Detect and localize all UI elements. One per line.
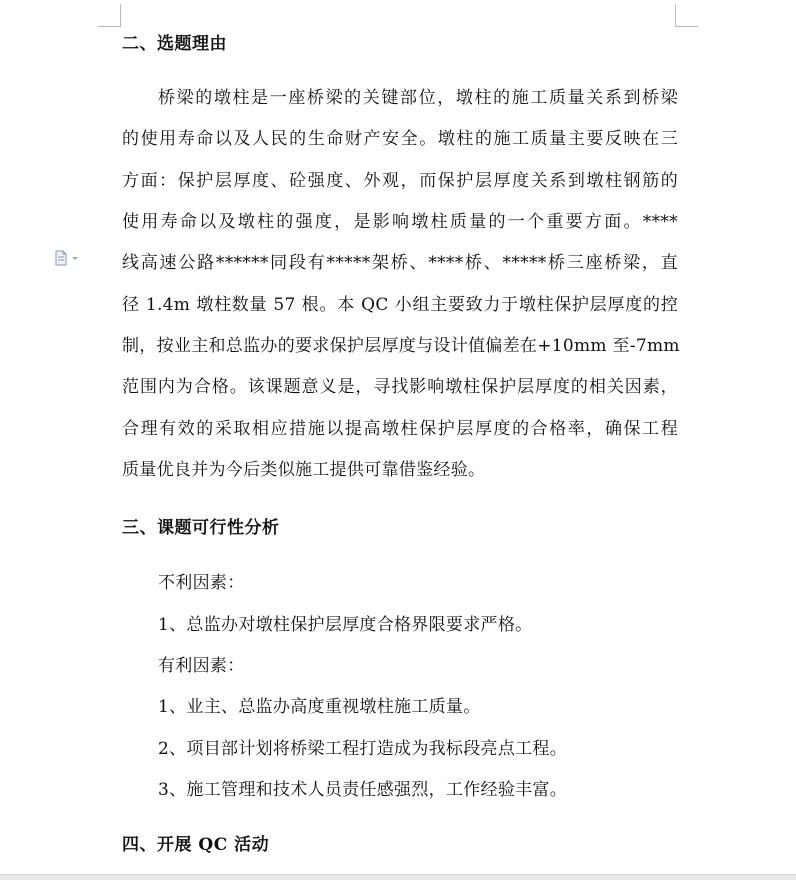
paragraph-line: 使用寿命以及墩柱的强度，是影响墩柱质量的一个重要方面。**** [122, 212, 678, 232]
section-3-heading: 三、课题可行性分析 [122, 518, 280, 538]
section-2-heading: 二、选题理由 [122, 34, 227, 54]
page-corner-top-left [98, 4, 121, 27]
paragraph-line: 桥梁的墩柱是一座桥梁的关键部位，墩柱的施工质量关系到桥梁 [158, 88, 678, 108]
paragraph-line: 合理有效的采取相应措施以提高墩柱保护层厚度的合格率，确保工程 [122, 419, 678, 439]
paragraph-line: 制，按业主和总监办的要求保护层厚度与设计值偏差在+10mm 至-7mm [122, 336, 680, 356]
paragraph-line: 径 1.4m 墩柱数量 57 根。本 QC 小组主要致力于墩柱保护层厚度的控 [122, 295, 678, 315]
paragraph-line: 质量优良并为今后类似施工提供可靠借鉴经验。 [122, 460, 486, 480]
paragraph-line: 方面：保护层厚度、砼强度、外观，而保护层厚度关系到墩柱钢筋的 [122, 171, 678, 191]
section-4-heading: 四、开展 QC 活动 [122, 835, 270, 855]
document-note-icon[interactable] [54, 250, 80, 266]
unfavorable-factors-label: 不利因素： [158, 573, 245, 593]
paragraph-line: 范围内为合格。该课题意义是，寻找影响墩柱保护层厚度的相关因素， [122, 377, 678, 397]
list-item: 1、总监办对墩柱保护层厚度合格界限要求严格。 [158, 615, 533, 635]
paragraph-line: 线高速公路******同段有*****架桥、****桥、*****桥三座桥梁，直 [122, 253, 678, 273]
list-item: 3、施工管理和技术人员责任感强烈，工作经验丰富。 [158, 780, 568, 800]
paragraph-line: 的使用寿命以及人民的生命财产安全。墩柱的施工质量主要反映在三 [122, 129, 678, 149]
page-bottom-edge [0, 874, 796, 880]
list-item: 1、业主、总监办高度重视墩柱施工质量。 [158, 697, 481, 717]
page-corner-top-right [675, 4, 698, 27]
list-item: 2、项目部计划将桥梁工程打造成为我标段亮点工程。 [158, 739, 568, 759]
favorable-factors-label: 有利因素： [158, 656, 245, 676]
